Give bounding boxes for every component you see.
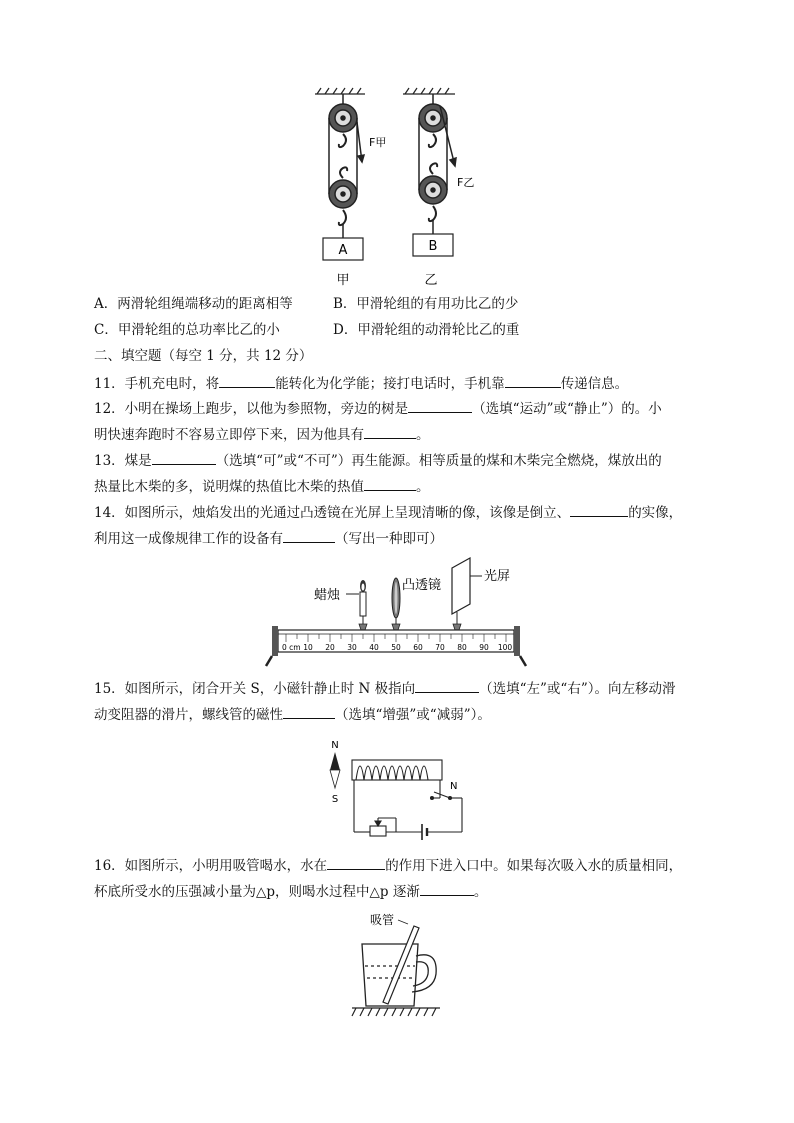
q16-blank-1[interactable]: [327, 856, 385, 870]
block-a-label: A: [338, 243, 348, 258]
table-surface: [352, 1008, 440, 1016]
candle-label: 蜡烛: [314, 588, 341, 603]
q16-text-1: 16．如图所示，小明用吸管喝水，水在: [94, 858, 328, 874]
tick-70: 70: [435, 643, 445, 652]
cup-straw-figure: [348, 908, 448, 1020]
compass-needle-south: [330, 770, 340, 788]
q15-text-4: （选填“增强”或“减弱”）。: [335, 707, 491, 723]
option-d: D．甲滑轮组的动滑轮比乙的重: [333, 322, 520, 338]
q11-text-3: 传递信息。: [560, 376, 629, 392]
section-title: 二、填空题（每空 1 分，共 12 分）: [94, 348, 313, 364]
question-11: [94, 374, 704, 393]
q15-text-3: 动变阻器的滑片，螺线管的磁性: [94, 707, 283, 723]
q11-text-1: 11．手机充电时，将: [94, 376, 220, 392]
solenoid-circuit-figure: [322, 734, 472, 846]
question-15-line-2: [94, 705, 704, 724]
q11-blank-1[interactable]: [219, 374, 275, 388]
q12-text-3: 明快速奔跑时不容易立即停下来，因为他具有: [94, 427, 364, 443]
ceiling-jia: [315, 88, 365, 94]
q13-text-4: 。: [416, 479, 430, 495]
question-12-line-2: [94, 425, 704, 444]
question-16-line-2: [94, 882, 704, 901]
q12-text-4: 。: [416, 427, 430, 443]
circuit-wires: [354, 780, 462, 840]
scale-unit: 0 cm: [282, 643, 301, 652]
q13-blank-1[interactable]: [152, 451, 216, 465]
q14-text-4: （写出一种即可）: [335, 531, 443, 547]
option-b: B．甲滑轮组的有用功比乙的少: [333, 296, 519, 312]
pulley-figure: [305, 82, 475, 292]
q12-blank-2[interactable]: [364, 425, 416, 439]
q14-blank-2[interactable]: [283, 529, 335, 543]
optics-bench-figure: [262, 554, 528, 668]
compass-south: S: [331, 794, 339, 805]
question-13: [94, 451, 704, 470]
solenoid-coil: [352, 760, 442, 780]
question-12: [94, 399, 704, 418]
candle-icon: [359, 580, 367, 630]
q14-blank-1[interactable]: [570, 503, 628, 517]
q11-blank-2[interactable]: [505, 374, 561, 388]
q12-text-1: 12．小明在操场上跑步，以他为参照物，旁边的树是: [94, 401, 409, 417]
question-16: [94, 856, 704, 875]
tick-40: 40: [369, 643, 379, 652]
q13-blank-2[interactable]: [364, 477, 416, 491]
q15-text-2: （选填“左”或“右”）。向左移动滑: [479, 681, 676, 697]
ceiling-yi: [403, 88, 455, 94]
option-c: C．甲滑轮组的总功率比乙的小: [94, 322, 280, 338]
question-15: [94, 679, 704, 698]
q16-text-4: 。: [473, 884, 488, 900]
compass-north: N: [331, 740, 339, 751]
q16-blank-2[interactable]: [420, 882, 474, 896]
tick-60: 60: [413, 643, 423, 652]
tick-100: 100: [497, 643, 513, 652]
convex-lens-icon: [392, 578, 400, 630]
pulley-system-jia: [329, 94, 364, 238]
tick-90: 90: [479, 643, 489, 652]
tick-80: 80: [457, 643, 467, 652]
q13-text-3: 热量比木柴的多，说明煤的热值比木柴的热值: [94, 479, 364, 495]
q16-text-3: 杯底所受水的压强减小量为△p，则喝水过程中△p 逐渐: [94, 884, 420, 900]
tick-50: 50: [391, 643, 401, 652]
pulley-system-yi: [419, 94, 456, 234]
q12-blank-1[interactable]: [408, 399, 472, 413]
q13-text-1: 13．煤是: [94, 453, 152, 469]
question-14: [94, 503, 704, 522]
q14-text-2: 的实像，: [628, 505, 683, 521]
option-a: A．两滑轮组绳端移动的距离相等: [94, 296, 293, 312]
force-jia-label: F甲: [369, 136, 387, 149]
question-13-line-2: [94, 477, 704, 496]
caption-yi: 乙: [424, 273, 438, 288]
question-14-line-2: [94, 529, 704, 548]
light-screen-icon: [452, 558, 470, 630]
q15-text-1: 15．如图所示，闭合开关 S，小磁针静止时 N 极指向: [94, 681, 416, 697]
solenoid-end-label: N: [450, 781, 458, 792]
tick-10: 10: [303, 643, 313, 652]
q16-text-2: 的作用下进入口中。如果每次吸入水的质量相同，: [385, 858, 683, 874]
q14-text-3: 利用这一成像规律工作的设备有: [94, 531, 283, 547]
q13-text-2: （选填“可”或“不可”）再生能源。相等质量的煤和木柴完全燃烧，煤放出的: [215, 453, 662, 469]
compass-needle-north: [330, 752, 340, 770]
force-yi-label: F乙: [457, 176, 475, 189]
q11-text-2: 能转化为化学能；接打电话时，手机靠: [275, 376, 505, 392]
q14-text-1: 14．如图所示，烛焰发出的光通过凸透镜在光屏上呈现清晰的像，该像是倒立、: [94, 505, 571, 521]
block-b-label: B: [428, 239, 438, 254]
tick-20: 20: [325, 643, 335, 652]
lens-label: 凸透镜: [402, 578, 442, 593]
q15-blank-1[interactable]: [415, 679, 479, 693]
tick-30: 30: [347, 643, 357, 652]
caption-jia: 甲: [336, 273, 350, 288]
q12-text-2: （选填“运动”或“静止”）的。小: [472, 401, 662, 417]
q15-blank-2[interactable]: [283, 705, 335, 719]
screen-label: 光屏: [484, 569, 511, 584]
straw-label: 吸管: [370, 913, 395, 927]
